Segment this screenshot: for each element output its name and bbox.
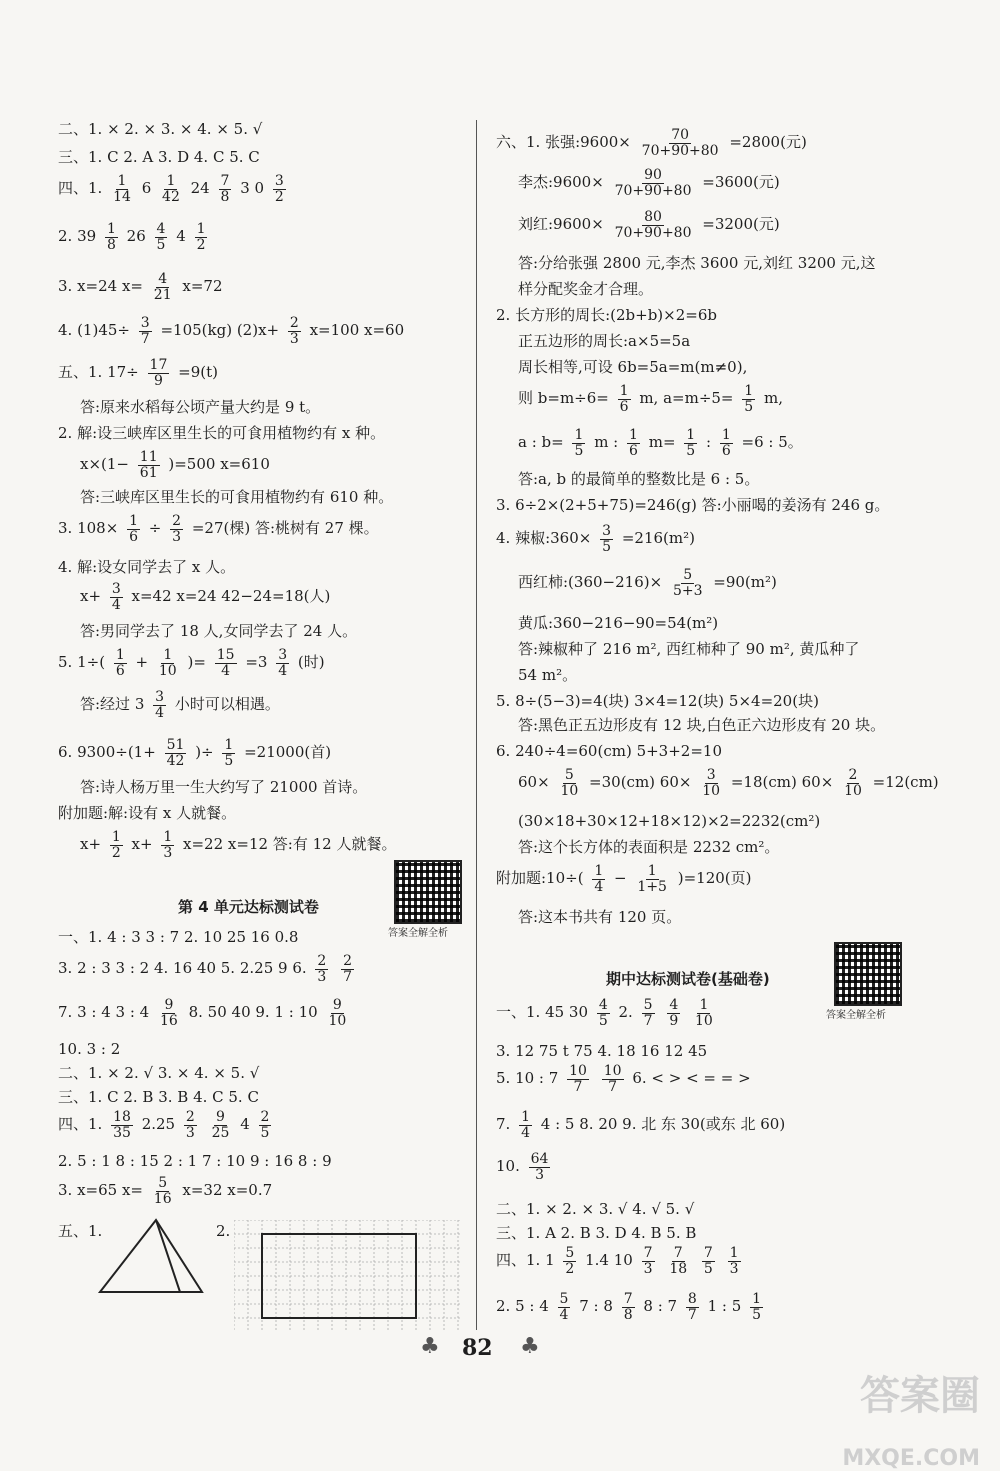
answer-line: 5. 1÷( $\frac{1}{6}$ + $\frac{1}{10}$ )= $\frac{15}{4}$ =3 $\frac{3}{4}$ (时) — [58, 647, 325, 679]
answer-line: 五、1. — [58, 1222, 103, 1240]
answer-line: 答:分给张强 2800 元,李杰 3600 元,刘红 3200 元,这 — [518, 254, 876, 272]
palm-tree-icon: ♣ — [420, 1334, 440, 1359]
answer-line: 答:a, b 的最简单的整数比是 6 : 5。 — [518, 470, 760, 488]
qr-caption: 答案全解全析 — [388, 928, 448, 939]
answer-line: 答:原来水稻每公顷产量大约是 9 t。 — [80, 398, 321, 416]
answer-line: 6. 240÷4=60(cm) 5+3+2=10 — [496, 742, 722, 760]
answer-line: x×(1− $\frac{11}{61}$ )=500 x=610 — [80, 449, 270, 481]
answer-line: 54 m²。 — [518, 666, 578, 684]
answer-line: 答:这本书共有 120 页。 — [518, 908, 682, 926]
answer-line: 二、1. × 2. √ 3. × 4. × 5. √ — [58, 1064, 260, 1082]
section-title: 期中达标测试卷(基础卷) — [606, 970, 770, 988]
answer-line: 6. 9300÷(1+ $\frac{51}{42}$ )÷ $\frac{1}{5}$ =21000(首) — [58, 737, 332, 769]
answer-line: (30×18+30×12+18×12)×2=2232(cm²) — [518, 812, 821, 830]
answer-line: 正五边形的周长:a×5=5a — [518, 332, 691, 350]
watermark-url: MXQE.COM — [842, 1446, 980, 1471]
answer-line: 4. 解:设女同学去了 x 人。 — [58, 558, 236, 576]
answer-line: 2. 5 : 1 8 : 15 2 : 1 7 : 10 9 : 16 8 : 9 — [58, 1152, 332, 1170]
answer-line: 4. (1)45÷ $\frac{3}{7}$ =105(kg) (2)x+ $\frac{2}{3}$ x=100 x=60 — [58, 315, 405, 347]
answer-line: 2. 长方形的周长:(2b+b)×2=6b — [496, 306, 717, 324]
answer-line: 四、1. $\frac{1}{14}$ 6 $\frac{1}{42}$ 24 $\frac{7}{8}$ 3 0 $\frac{3}{2}$ — [58, 173, 284, 205]
answer-line: 答:这个长方体的表面积是 2232 cm²。 — [518, 838, 780, 856]
answer-line: x+ $\frac{1}{2}$ x+ $\frac{1}{3}$ x=22 x=12 答:有 12 人就餐。 — [80, 829, 397, 861]
qr-caption: 答案全解全析 — [826, 1010, 886, 1021]
answer-line: 二、1. × 2. × 3. √ 4. √ 5. √ — [496, 1200, 695, 1218]
answer-line: 答:男同学去了 18 人,女同学去了 24 人。 — [80, 622, 358, 640]
answer-line: 5. 8÷(5−3)=4(块) 3×4=12(块) 5×4=20(块) — [496, 692, 819, 710]
answer-line: 3. 2 : 3 3 : 2 4. 16 40 5. 2.25 9 6. $\frac{2}{3}$ $\frac{2}{7}$ — [58, 953, 353, 985]
answer-line: 3. 108× $\frac{1}{6}$ ÷ $\frac{2}{3}$ =27(棵) 答:桃树有 27 棵。 — [58, 513, 379, 545]
answer-line: 则 b=m÷6= $\frac{1}{6}$ m, a=m÷5= $\frac{1}{5}$ m, — [518, 383, 783, 415]
answer-line: 4. 辣椒:360× $\frac{3}{5}$ =216(m²) — [496, 523, 695, 555]
answer-line: 答:辣椒种了 216 m², 西红柿种了 90 m², 黄瓜种了 — [518, 640, 860, 658]
watermark-logo: 答案圈 — [860, 1373, 980, 1419]
section-title: 第 4 单元达标测试卷 — [178, 898, 319, 916]
answer-line: 三、1. C 2. A 3. D 4. C 5. C — [58, 148, 260, 166]
answer-line: 2. 5 : 4 $\frac{5}{4}$ 7 : 8 $\frac{7}{8}$ 8 : 7 $\frac{8}{7}$ 1 : 5 $\frac{1}{5}$ — [496, 1291, 761, 1323]
answer-line: 四、1. 1 $\frac{5}{2}$ 1.4 10 $\frac{7}{3}$ $\frac{7}{18}$ $\frac{7}{5}$ $\frac{1}{3}$ — [496, 1245, 739, 1277]
qr-code-icon — [394, 860, 462, 924]
answer-line: 答:三峡库区里生长的可食用植物约有 610 种。 — [80, 488, 394, 506]
answer-line: 答:诗人杨万里一生大约写了 21000 首诗。 — [80, 778, 368, 796]
answer-line: 10. 3 : 2 — [58, 1040, 121, 1058]
answer-line: 60× $\frac{5}{10}$ =30(cm) 60× $\frac{3}{10}$ =18(cm) 60× $\frac{2}{10}$ =12(cm) — [518, 767, 939, 799]
column-divider — [476, 120, 477, 1330]
answer-line: 样分配奖金才合理。 — [518, 280, 654, 298]
answer-line: 李杰:9600× $\frac{90}{70+90+80}$ =3600(元) — [518, 167, 780, 199]
answer-line: 3. 6÷2×(2+5+75)=246(g) 答:小丽喝的姜汤有 246 g。 — [496, 496, 890, 514]
answer-line: 答:经过 3 $\frac{3}{4}$ 小时可以相遇。 — [80, 689, 280, 721]
qr-code-icon — [834, 942, 902, 1006]
answer-line: 附加题:10÷( $\frac{1}{4}$ − $\frac{1}{1+5}$ )=120(页) — [496, 863, 752, 895]
answer-line: 答:黑色正五边形皮有 12 块,白色正六边形皮有 20 块。 — [518, 716, 886, 734]
palm-tree-icon: ♣ — [520, 1334, 540, 1359]
grid-rectangle-figure — [234, 1220, 460, 1330]
answer-line: 三、1. A 2. B 3. D 4. B 5. B — [496, 1224, 697, 1242]
answer-line: 3. x=65 x= $\frac{5}{16}$ x=32 x=0.7 — [58, 1175, 273, 1207]
answer-line: 7. $\frac{1}{4}$ 4 : 5 8. 20 9. 北 东 30(或东 北 60) — [496, 1109, 786, 1141]
answer-line: 2. 解:设三峡库区里生长的可食用植物约有 x 种。 — [58, 424, 386, 442]
answer-line: 一、1. 4 : 3 3 : 7 2. 10 25 16 0.8 — [58, 928, 299, 946]
answer-line: 2. — [216, 1222, 231, 1240]
answer-line: 5. 10 : 7 $\frac{10}{7}$ $\frac{10}{7}$ 6. < > < = = > — [496, 1063, 751, 1095]
answer-line: 五、1. 17÷ $\frac{17}{9}$ =9(t) — [58, 357, 218, 389]
answer-line: 四、1. $\frac{18}{35}$ 2.25 $\frac{2}{3}$ $\frac{9}{25}$ 4 $\frac{2}{5}$ — [58, 1109, 270, 1141]
answer-line: 10. $\frac{64}{3}$ — [496, 1151, 549, 1183]
answer-line: 3. x=24 x= $\frac{4}{21}$ x=72 — [58, 271, 223, 303]
answer-line: 黄瓜:360−216−90=54(m²) — [518, 614, 719, 632]
answer-line: 3. 12 75 t 75 4. 18 16 12 45 — [496, 1042, 708, 1060]
triangle-figure — [96, 1216, 206, 1298]
answer-line: 二、1. × 2. × 3. × 4. × 5. √ — [58, 120, 263, 138]
answer-line: 刘红:9600× $\frac{80}{70+90+80}$ =3200(元) — [518, 209, 780, 241]
answer-line: 2. 39 $\frac{1}{8}$ 26 $\frac{4}{5}$ 4 $\frac{1}{2}$ — [58, 221, 206, 253]
answer-line: x+ $\frac{3}{4}$ x=42 x=24 42−24=18(人) — [80, 581, 331, 613]
page-number: 82 — [462, 1335, 493, 1361]
answer-line: 附加题:解:设有 x 人就餐。 — [58, 804, 237, 822]
answer-line: 周长相等,可设 6b=5a=m(m≠0), — [518, 358, 748, 376]
answer-line: 7. 3 : 4 3 : 4 $\frac{9}{16}$ 8. 50 40 9. 1 : 10 $\frac{9}{10}$ — [58, 997, 347, 1029]
answer-line: 三、1. C 2. B 3. B 4. C 5. C — [58, 1088, 259, 1106]
answer-line: 六、1. 张强:9600× $\frac{70}{70+90+80}$ =2800(元) — [496, 127, 807, 159]
answer-line: 一、1. 45 30 $\frac{4}{5}$ 2. $\frac{5}{7}$ $\frac{4}{9}$ $\frac{1}{10}$ — [496, 997, 713, 1029]
answer-line: a : b= $\frac{1}{5}$ m : $\frac{1}{6}$ m= $\frac{1}{5}$ : $\frac{1}{6}$ =6 : 5。 — [518, 427, 803, 459]
answer-line: 西红柿:(360−216)× $\frac{5}{5+3}$ =90(m²) — [518, 567, 777, 599]
